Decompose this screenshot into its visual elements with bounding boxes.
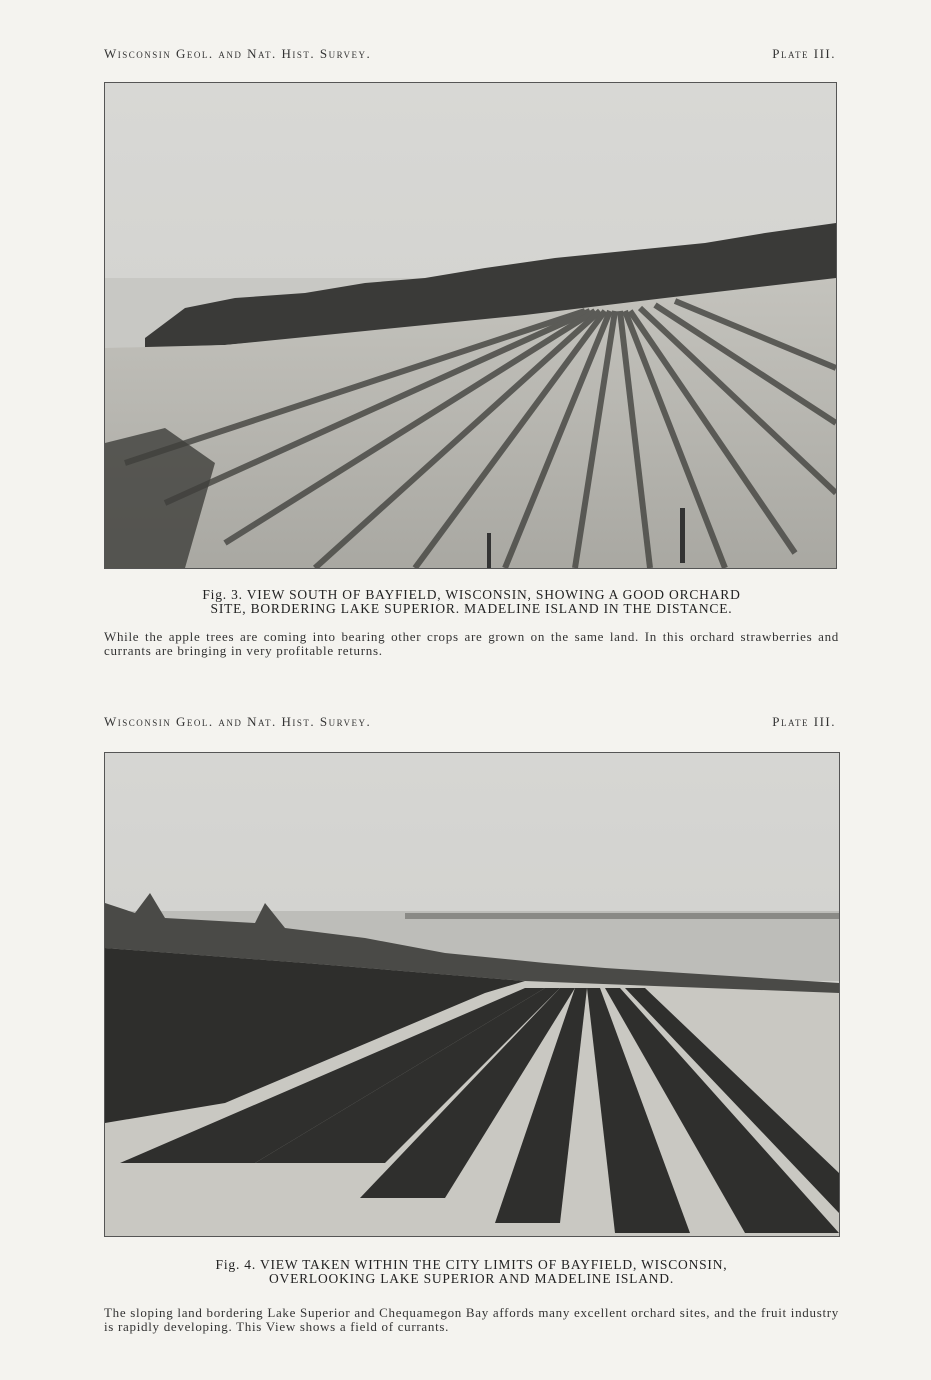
figure-3-photo: [104, 82, 837, 569]
currant-field-image: [105, 753, 839, 1236]
survey-title: Wisconsin Geol. and Nat. Hist. Survey.: [104, 46, 372, 61]
survey-title: Wisconsin Geol. and Nat. Hist. Survey.: [104, 714, 372, 729]
figure-4-title-line1: Fig. 4. VIEW TAKEN WITHIN THE CITY LIMITS OF BAYFIELD, WISCONSIN,: [215, 1257, 728, 1272]
figure-3-title-line1: Fig. 3. VIEW SOUTH OF BAYFIELD, WISCONSIN, SHOWING A GOOD ORCHARD: [202, 587, 741, 602]
figure-3-title: [104, 588, 839, 616]
figure-4-title-line2: OVERLOOKING LAKE SUPERIOR AND MADELINE ISLAND.: [268, 1271, 675, 1286]
figure-4-description: The sloping land bordering Lake Superior and Chequamegon Bay affords many excellent orchard sites, and the fruit industry is rapidly developing. This View shows a field of currants.: [104, 1305, 840, 1334]
figure-3-title-line2: SITE, BORDERING LAKE SUPERIOR. MADELINE ISLAND IN THE DISTANCE.: [210, 601, 733, 616]
orchard-field-image: [105, 83, 836, 568]
figure-4-title: [104, 1258, 839, 1286]
figure-4-photo: [104, 752, 840, 1237]
plate-number: Plate III.: [772, 46, 836, 61]
figure-3-description: While the apple trees are coming into bearing other crops are grown on the same land. In this orchard strawberries and currants are bringing in very profitable returns.: [104, 629, 839, 658]
plate-number: Plate III.: [772, 714, 836, 729]
plate2-header: [104, 714, 836, 730]
plate1-header: [104, 46, 836, 62]
